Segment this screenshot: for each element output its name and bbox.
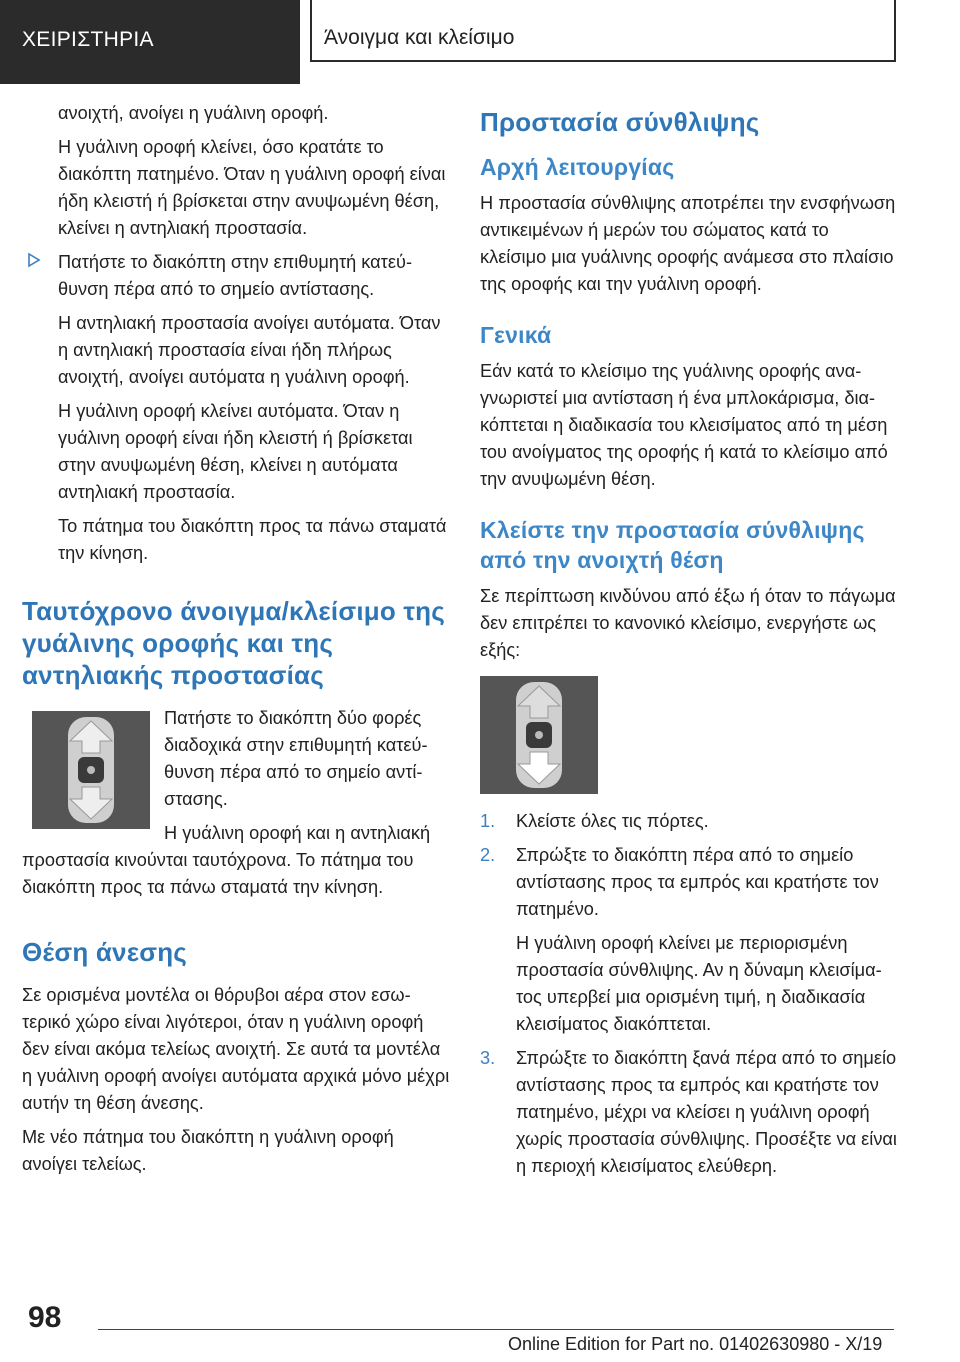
step-text: Κλείστε όλες τις πόρτες. — [516, 811, 709, 831]
step-number: 1. — [480, 811, 496, 831]
step-number: 2. — [480, 845, 496, 865]
switch-illustration — [32, 711, 150, 829]
paragraph: Το πάτημα του διακόπτη προς τα πάνω σταματά την κίνηση. — [58, 516, 447, 563]
edition-note: Online Edition for Part no. 01402630980 - X/19 — [508, 1334, 883, 1354]
paragraph: Η γυάλινη οροφή και η αντηλιακή προστασία κινούνται ταυτόχρονα. Το πάτημα του διακόπτη προς τα πάνω σταματά την κίνηση. — [22, 823, 431, 897]
section-heading: Θέση άνεσης — [22, 937, 188, 967]
list-item — [480, 842, 900, 1038]
list-item — [480, 1045, 900, 1180]
page-number: 98 — [28, 1301, 62, 1334]
section-header — [0, 0, 300, 84]
section-heading: Ταυτόχρονο άνοιγμα/κλείσιμο της γυάλινης οροφής και της αντηλιακής προστασίας — [22, 596, 445, 690]
section-heading: Προστασία σύνθλιψης — [480, 107, 760, 137]
paragraph: ανοιχτή, ανοίγει η γυάλινη οροφή. — [58, 103, 329, 123]
paragraph: Με νέο πάτημα του διακόπτη η γυάλινη οροφή ανοίγει τελείως. — [22, 1127, 394, 1174]
list-item — [480, 808, 900, 835]
switch-illustration — [480, 676, 598, 794]
step-note: Η γυάλινη οροφή κλείνει με περιορισμένη προστασία σύνθλιψης. Αν η δύναμη κλεισίματος υπερβεί μια ορισμένη τιμή, η διαδικασία κλεισίματος διακόπτεται. — [516, 933, 882, 1034]
subsection-heading: Αρχή λειτουργίας — [480, 154, 675, 180]
left-column — [22, 100, 450, 1185]
chapter-title: Άνοιγμα και κλείσιμο — [324, 26, 515, 49]
paragraph: Η γυάλινη οροφή κλείνει αυτόματα. Όταν η γυάλινη οροφή είναι ήδη κλειστή ή βρίσκεται στην ανυψωμένη θέση, κλείνει η αυτόματα αντηλιακή προστασία. — [58, 401, 413, 502]
instruction-item — [22, 249, 450, 303]
step-number: 3. — [480, 1048, 496, 1068]
paragraph: Η αντηλιακή προστασία ανοίγει αυτόματα. Όταν η αντηλιακή προστασία είναι ήδη πλήρως ανοιχτή, ανοίγει αυτόματα η γυάλινη οροφή. — [58, 313, 441, 387]
paragraph: Η γυάλινη οροφή κλείνει, όσο κρατάτε το διακόπτη πατημένο. Όταν η γυάλινη οροφή είναι ήδη κλειστή ή βρίσκεται στην ανυψωμένη θέση, κλείνει η αντηλιακή προστασία. — [58, 137, 446, 238]
paragraph: Εάν κατά το κλείσιμο της γυάλινης οροφής αναγνωριστεί μια αντίσταση ή ένα μπλοκάρισμα, διακόπτεται η διαδικασία του κλεισίματος από τη μέση του ανοίγματος της οροφής ή κατά το κλείσιμο από την ανυψωμένη θέση. — [480, 361, 888, 489]
triangle-right-icon — [26, 252, 42, 268]
step-text: Σπρώξτε το διακόπτη ξανά πέρα από το σημείο αντίστασης προς τα εμπρός και κρατήστε τον πατημένο, μέχρι να κλείσει η γυάλινη οροφή χωρίς προστασία σύνθλιψης. Προσέξτε να είναι η περιοχή κλεισίματος ελεύθερη. — [516, 1048, 897, 1176]
step-text: Σπρώξτε το διακόπτη πέρα από το σημείο αντίστασης προς τα εμπρός και κρατήστε τον πατημένο. — [516, 845, 879, 919]
section-title: ΧΕΙΡΙΣΤΗΡΙΑ — [22, 28, 154, 51]
paragraph: Σε ορισμένα μοντέλα οι θόρυβοι αέρα στον εσωτερικό χώρο είναι λιγότεροι, όταν η γυάλινη οροφή δεν είναι ακόμα τελείως ανοιχτή. Σε αυτά τα μοντέλα η γυάλινη οροφή ανοίγει αυτόματα αρχικά μόνο μέχρι αυτήν τη θέση άνεσης. — [22, 985, 450, 1113]
roof-switch-double-arrow-icon — [32, 711, 150, 829]
chapter-header — [310, 0, 896, 62]
right-column — [480, 100, 900, 1187]
paragraph: Η προστασία σύνθλιψης αποτρέπει την ενσφήνωση αντικειμένων ή μερών του σώματος κατά το κλείσιμο μια γυάλινης οροφής ανάμεσα στο πλαίσιο της οροφής και την γυάλινη οροφή. — [480, 193, 896, 294]
footer-divider — [98, 1329, 894, 1330]
subsection-heading: Γενικά — [480, 322, 552, 348]
paragraph: Σε περίπτωση κινδύνου από έξω ή όταν το πάγωμα δεν επιτρέπει το κανονικό κλείσιμο, ενεργήστε ως εξής: — [480, 586, 896, 660]
instruction-text: Πατήστε το διακόπτη στην επιθυμητή κατεύθυνση πέρα από το σημείο αντίστασης. — [58, 252, 412, 299]
paragraph: Πατήστε το διακόπτη δύο φορές διαδοχικά στην επιθυμητή κατεύθυνση πέρα από το σημείο αντίστασης. — [164, 708, 428, 809]
subsection-heading: Κλείστε την προστασία σύνθλιψης από την ανοιχτή θέση — [480, 517, 865, 573]
roof-switch-forward-arrow-icon — [480, 676, 598, 794]
